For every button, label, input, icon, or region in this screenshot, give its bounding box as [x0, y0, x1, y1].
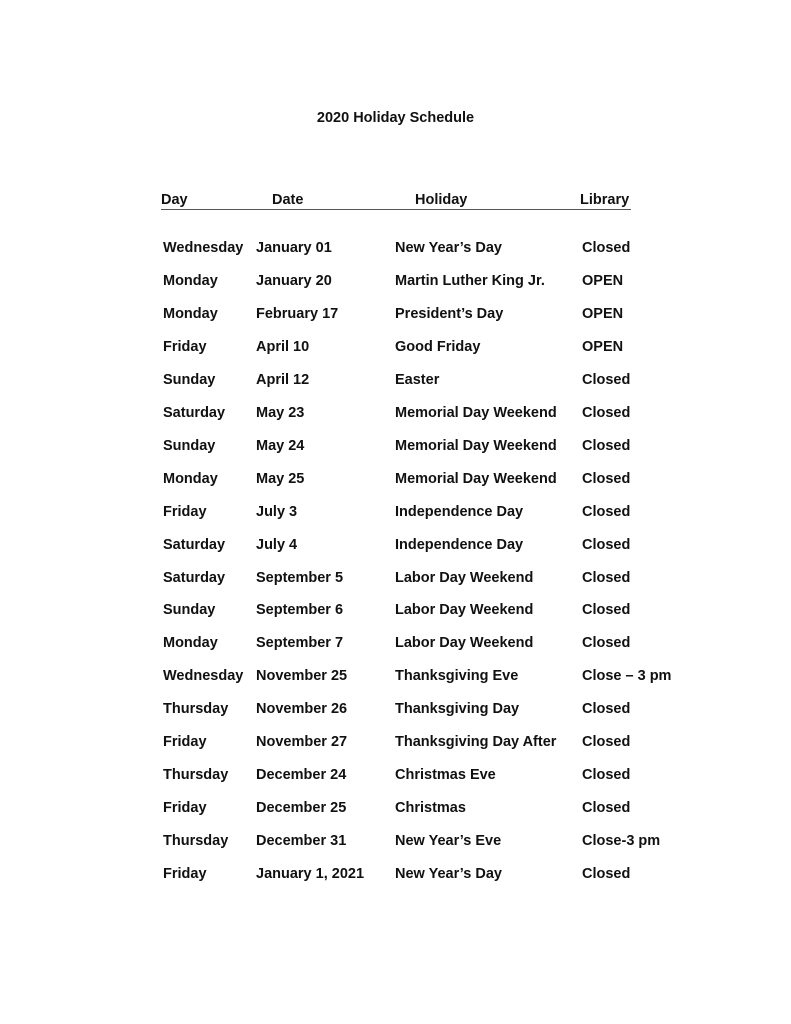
- day-cell: Thursday: [163, 767, 229, 784]
- holiday-cell: Thanksgiving Day After: [395, 734, 557, 751]
- day-cell: Monday: [163, 635, 218, 652]
- day-cell: Sunday: [163, 437, 216, 454]
- library-status-cell: Closed: [582, 240, 631, 256]
- day-cell: Monday: [163, 470, 218, 487]
- holiday-cell: Christmas: [395, 800, 466, 817]
- day-cell: Friday: [163, 734, 207, 751]
- day-cell: Friday: [163, 800, 207, 817]
- day-cell: Saturday: [163, 536, 226, 553]
- library-status-cell: Close-3 pm: [582, 833, 661, 850]
- date-cell: November 26: [256, 701, 348, 718]
- library-status-cell: Closed: [582, 767, 631, 784]
- date-cell: November 27: [256, 734, 348, 751]
- day-cell: Saturday: [163, 404, 226, 421]
- column-header-holiday: Holiday: [415, 192, 468, 208]
- holiday-cell: Thanksgiving Eve: [395, 668, 519, 685]
- holiday-cell: Thanksgiving Day: [395, 701, 520, 718]
- library-status-cell: Closed: [582, 701, 631, 718]
- library-status-cell: Closed: [582, 404, 631, 421]
- library-status-cell: Close – 3 pm: [582, 668, 672, 685]
- day-cell: Wednesday: [163, 668, 244, 685]
- library-status-cell: Closed: [582, 536, 631, 553]
- holiday-cell: Martin Luther King Jr.: [395, 272, 545, 289]
- date-cell: December 25: [256, 800, 347, 817]
- day-cell: Friday: [163, 503, 207, 520]
- date-cell: September 6: [256, 602, 344, 619]
- library-status-cell: Closed: [582, 800, 631, 817]
- holiday-cell: President’s Day: [395, 305, 504, 322]
- day-cell: Sunday: [163, 371, 216, 388]
- date-cell: January 20: [256, 272, 332, 289]
- holiday-cell: Labor Day Weekend: [395, 569, 534, 586]
- holiday-cell: New Year’s Day: [395, 866, 502, 883]
- day-cell: Thursday: [163, 701, 229, 718]
- day-cell: Sunday: [163, 602, 216, 619]
- library-status-cell: Closed: [582, 371, 631, 388]
- day-cell: Wednesday: [163, 240, 244, 256]
- holiday-cell: Labor Day Weekend: [395, 635, 534, 652]
- date-cell: May 24: [256, 437, 305, 454]
- column-header-date: Date: [272, 192, 304, 208]
- date-cell: April 12: [256, 371, 310, 388]
- library-status-cell: Closed: [582, 734, 631, 751]
- holiday-cell: Memorial Day Weekend: [395, 437, 557, 454]
- holiday-cell: Good Friday: [395, 338, 481, 355]
- date-cell: September 5: [256, 569, 344, 586]
- date-cell: December 31: [256, 833, 347, 850]
- date-cell: December 24: [256, 767, 347, 784]
- library-status-cell: Closed: [582, 569, 631, 586]
- library-status-cell: Closed: [582, 602, 631, 619]
- date-cell: January 1, 2021: [256, 866, 365, 883]
- date-cell: September 7: [256, 635, 344, 652]
- holiday-cell: Christmas Eve: [395, 767, 496, 784]
- library-status-cell: OPEN: [582, 272, 624, 289]
- day-cell: Thursday: [163, 833, 229, 850]
- holiday-cell: New Year’s Eve: [395, 833, 502, 850]
- column-header-day: Day: [161, 192, 188, 208]
- library-status-cell: Closed: [582, 635, 631, 652]
- day-cell: Monday: [163, 272, 218, 289]
- holiday-cell: Memorial Day Weekend: [395, 404, 557, 421]
- document-title: 2020 Holiday Schedule: [316, 110, 475, 126]
- library-status-cell: Closed: [582, 470, 631, 487]
- holiday-cell: New Year’s Day: [395, 240, 502, 256]
- library-status-cell: OPEN: [582, 305, 624, 322]
- column-header-library: Library: [580, 192, 630, 208]
- holiday-cell: Labor Day Weekend: [395, 602, 534, 619]
- library-status-cell: Closed: [582, 437, 631, 454]
- date-cell: November 25: [256, 668, 348, 685]
- table-header: [161, 192, 631, 210]
- holiday-cell: Independence Day: [395, 536, 524, 553]
- library-status-cell: OPEN: [582, 338, 624, 355]
- date-cell: May 25: [256, 470, 305, 487]
- day-cell: Saturday: [163, 569, 226, 586]
- library-status-cell: Closed: [582, 503, 631, 520]
- holiday-cell: Independence Day: [395, 503, 524, 520]
- date-cell: July 3: [256, 503, 298, 520]
- holiday-cell: Easter: [395, 371, 440, 388]
- holiday-cell: Memorial Day Weekend: [395, 470, 557, 487]
- date-cell: January 01: [256, 240, 332, 256]
- date-cell: July 4: [256, 536, 298, 553]
- date-cell: February 17: [256, 305, 339, 322]
- day-cell: Friday: [163, 866, 207, 883]
- day-cell: Friday: [163, 338, 207, 355]
- date-cell: April 10: [256, 338, 310, 355]
- date-cell: May 23: [256, 404, 305, 421]
- library-status-cell: Closed: [582, 866, 631, 883]
- day-cell: Monday: [163, 305, 218, 322]
